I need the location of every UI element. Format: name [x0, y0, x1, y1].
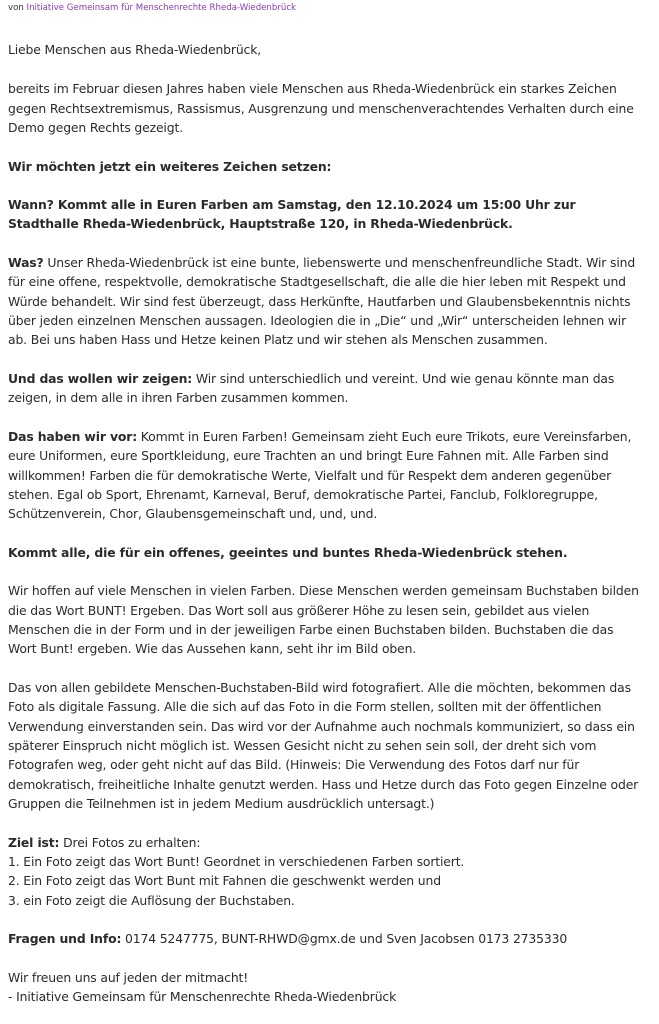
goal-item: 1. Ein Foto zeigt das Wort Bunt! Geordnet in verschiedenen Farben sortiert. — [8, 854, 465, 869]
contact-text: 0174 5247775, BUNT-RHWD@gmx.de und Sven Jacobsen 0173 2735330 — [121, 931, 568, 947]
hope-paragraph: Wir hoffen auf viele Menschen in vielen Farben. Diese Menschen werden gemeinsam Buchstaben bilden die das Wort BUNT! Ergeben. Das Wort soll aus größerer Höhe zu lesen sein, gebildet aus vielen Menschen die in der Form und in der jeweiligen Farbe einen Buchstaben bilden. Buchstaben die das Wort Bunt! ergeben. Wie das Aussehen kann, seht ihr im Bild oben. — [8, 583, 639, 657]
signature: - Initiative Gemeinsam für Menschenrechte Rheda-Wiedenbrück — [8, 989, 397, 1005]
closing: Wir freuen uns auf jeden der mitmacht! — [8, 969, 249, 985]
greeting: Liebe Menschen aus Rheda-Wiedenbrück, — [8, 42, 262, 57]
call-text: Kommt alle, die für ein offenes, geeintes und buntes Rheda-Wiedenbrück stehen. — [8, 544, 568, 560]
plan-paragraph — [8, 427, 641, 524]
when-paragraph — [8, 195, 641, 234]
goal-paragraph — [8, 833, 641, 852]
goal-label: Ziel ist: — [8, 834, 60, 850]
plan-text: Kommt in Euren Farben! Gemeinsam zieht Euch eure Trikots, eure Vereinsfarben, eure Uniformen, eure Sportkleidung, eure Trachten an und bringt Eure Fahnen mit. Alle Farben sind willkommen! Farben die für demokratische Werte, Vielfalt und für Respekt dem anderen gegenüber stehen. Egal ob Sport, Ehrenamt, Karneval, Beruf, demokratische Partei, Fanclub, Folkloregruppe, Schützenverein, Chor, Glaubensgemeinschaft und, und, und. — [8, 428, 632, 522]
intro-paragraph: bereits im Februar diesen Jahres haben viele Menschen aus Rheda-Wiedenbrück ein starkes Zeichen gegen Rechtsextremismus, Rassismus, Ausgrenzung und menschenverachtendes Verhalten durch eine Demo gegen Rechts gezeigt. — [8, 81, 634, 136]
goal-list — [8, 852, 641, 910]
what-text: Unser Rheda-Wiedenbrück ist eine bunte, liebenswerte und menschenfreundliche Stadt. Wir sind für eine offene, respektvolle, demokratische Stadtgesellschaft, die alle die hier leben mit Respekt und Würde behandelt. Wir sind fest überzeugt, dass Herkünfte, Hautfarben und Glaubensbekenntnis nichts über jeden einzelnen Menschen aussagen. Ideologien die in „Die“ und „Wir“ unterscheiden lehnen wir ab. Bei uns haben Hass und Hetze keinen Platz und wir stehen als Menschen zusammen. — [8, 254, 636, 348]
headline — [8, 157, 641, 176]
when-text: Wann? Kommt alle in Euren Farben am Samstag, den 12.10.2024 um 15:00 Uhr zur Stadthalle Rheda-Wiedenbrück, Hauptstraße 120, in Rheda-Wiedenbrück. — [8, 197, 576, 232]
call-paragraph — [8, 543, 641, 562]
what-label: Was? — [8, 254, 44, 270]
contact-label: Fragen und Info: — [8, 931, 122, 947]
byline — [8, 0, 641, 14]
plan-label: Das haben wir vor: — [8, 428, 137, 444]
show-paragraph — [8, 369, 641, 408]
contact-paragraph — [8, 929, 641, 948]
organization-link[interactable]: Initiative Gemeinsam für Menschenrechte Rheda-Wiedenbrück — [26, 3, 297, 13]
show-label: Und das wollen wir zeigen: — [8, 370, 193, 386]
what-paragraph — [8, 253, 641, 350]
headline-text: Wir möchten jetzt ein weiteres Zeichen setzen: — [8, 158, 332, 174]
byline-prefix: von — [8, 3, 24, 13]
goal-item: 3. ein Foto zeigt die Auflösung der Buchstaben. — [8, 892, 295, 908]
goal-item: 2. Ein Foto zeigt das Wort Bunt mit Fahnen die geschwenkt werden und — [8, 873, 441, 889]
show-text: Wir sind unterschiedlich und vereint. Und wie genau könnte man das zeigen, in dem alle in ihren Farben zusammen kommen. — [8, 370, 615, 406]
photo-paragraph: Das von allen gebildete Menschen-Buchstaben-Bild wird fotografiert. Alle die möchten, bekommen das Foto als digitale Fassung. Alle die sich auf das Foto in die Form stellen, sollten mit der öffentlichen Verwendung einverstanden sein. Das wird vor der Aufnahme auch nochmals kommuniziert, so dass ein späterer Einspruch nicht möglich ist. Wessen Gesicht nicht zu sehen sein soll, der dreht sich vom Fotografen weg, oder geht nicht auf das Bild. (Hinweis: Die Verwendung des Fotos darf nur für demokratisch, freiheitliche Inhalte genutzt werden. Hass und Hetze durch das Foto gegen Einzelne oder Gruppen die Teilnehmen ist in jedem Medium ausdrücklich untersagt.) — [8, 679, 639, 812]
goal-text: Drei Fotos zu erhalten: — [59, 834, 201, 850]
